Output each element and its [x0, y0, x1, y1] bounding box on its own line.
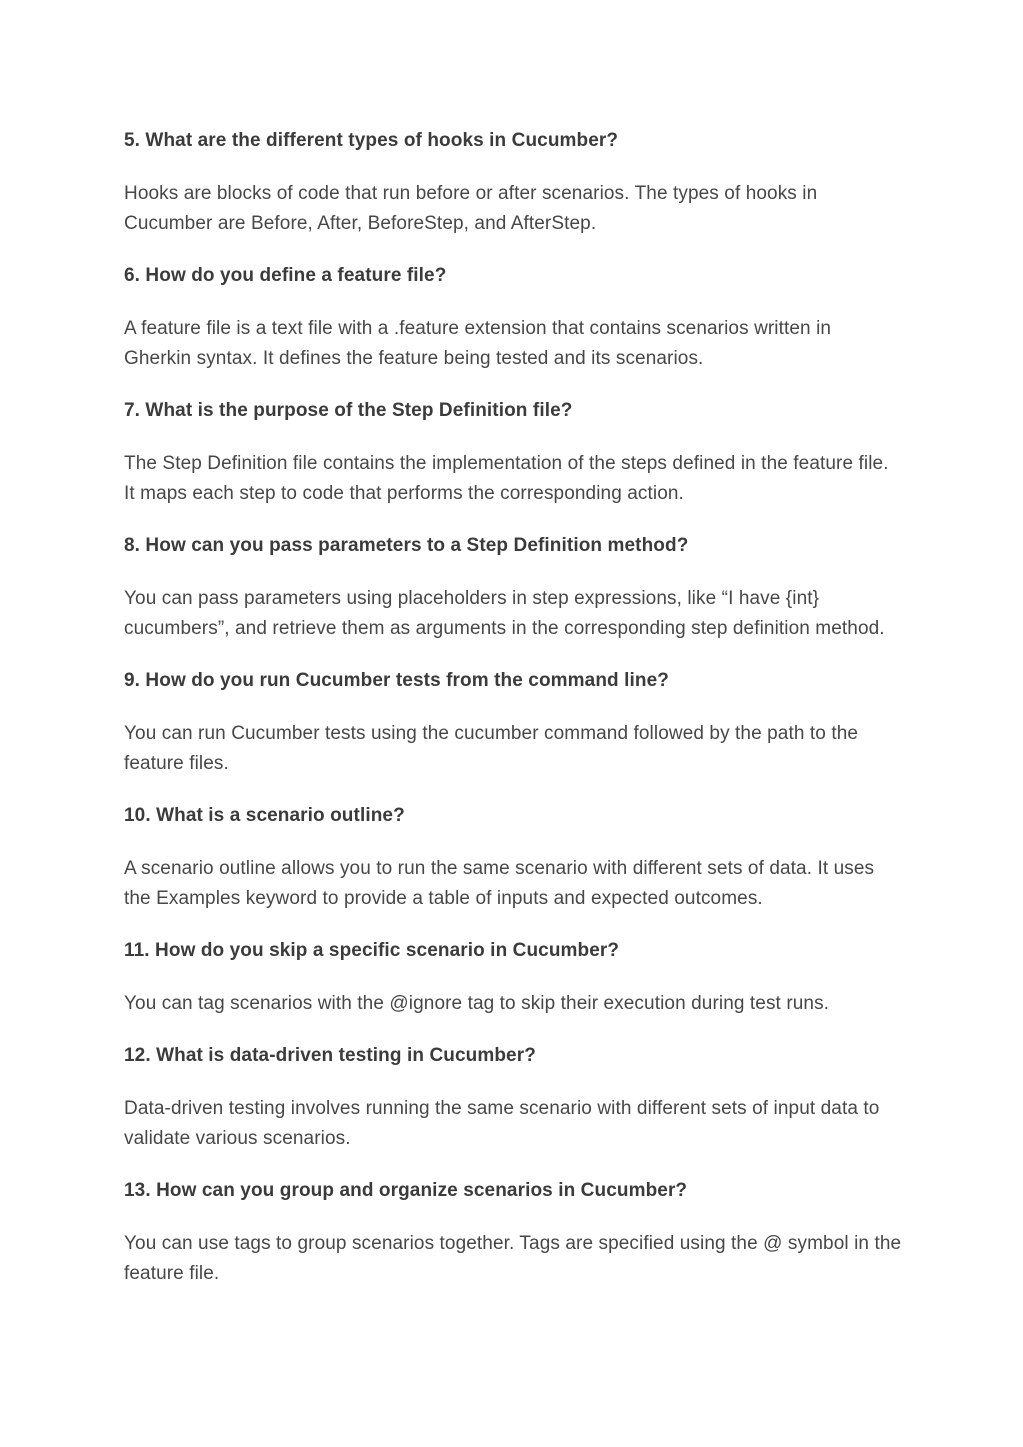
answer-paragraph: Hooks are blocks of code that run before or after scenarios. The types of hooks in Cucumber are Before, After, BeforeStep, and AfterStep.: [124, 183, 818, 234]
qa-item: [124, 666, 902, 779]
answer-paragraph: A feature file is a text file with a .feature extension that contains scenarios written in Gherkin syntax. It defines the feature being tested and its scenarios.: [124, 318, 832, 369]
qa-item: [124, 396, 902, 509]
answer-paragraph: Data-driven testing involves running the same scenario with different sets of input data to validate various scenarios.: [124, 1098, 880, 1149]
qa-item: [124, 1041, 902, 1154]
answer-paragraph: The Step Definition file contains the implementation of the steps defined in the feature file. It maps each step to code that performs the corresponding action.: [124, 453, 889, 504]
question-heading: 7. What is the purpose of the Step Definition file?: [124, 400, 573, 421]
answer-paragraph: You can run Cucumber tests using the cucumber command followed by the path to the feature files.: [124, 723, 859, 774]
question-heading: 9. How do you run Cucumber tests from the command line?: [124, 670, 669, 691]
answer-paragraph: You can use tags to group scenarios together. Tags are specified using the @ symbol in the feature file.: [124, 1233, 902, 1284]
document-content: [124, 126, 902, 1311]
answer-paragraph: A scenario outline allows you to run the same scenario with different sets of data. It uses the Examples keyword to provide a table of inputs and expected outcomes.: [124, 858, 875, 909]
question-heading: 5. What are the different types of hooks in Cucumber?: [124, 130, 619, 151]
question-heading: 8. How can you pass parameters to a Step Definition method?: [124, 535, 689, 556]
question-heading: 12. What is data-driven testing in Cucumber?: [124, 1045, 536, 1066]
question-heading: 13. How can you group and organize scenarios in Cucumber?: [124, 1180, 688, 1201]
qa-item: [124, 531, 902, 644]
qa-item: [124, 936, 902, 1019]
qa-item: [124, 126, 902, 239]
qa-item: [124, 261, 902, 374]
question-heading: 11. How do you skip a specific scenario in Cucumber?: [124, 940, 620, 961]
question-heading: 10. What is a scenario outline?: [124, 805, 405, 826]
question-heading: 6. How do you define a feature file?: [124, 265, 447, 286]
qa-item: [124, 1176, 902, 1289]
answer-paragraph: You can pass parameters using placeholders in step expressions, like “I have {int} cucumbers”, and retrieve them as arguments in the corresponding step definition method.: [124, 588, 885, 639]
answer-paragraph: You can tag scenarios with the @ignore tag to skip their execution during test runs.: [124, 993, 830, 1014]
qa-item: [124, 801, 902, 914]
